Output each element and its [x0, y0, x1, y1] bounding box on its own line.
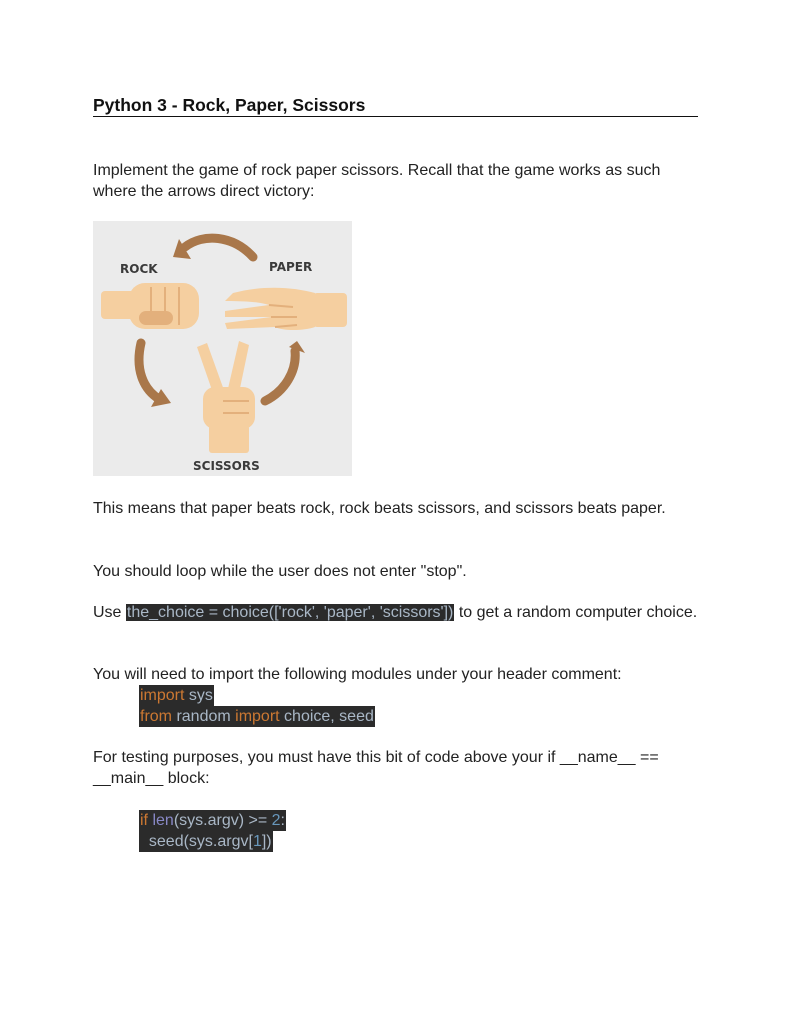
keyword-from: from — [140, 708, 172, 725]
label-paper: PAPER — [269, 260, 313, 274]
choice-code-snippet: the_choice = choice(['rock', 'paper', 'scissors']) — [126, 604, 454, 621]
intro-paragraph: Implement the game of rock paper scissors. Recall that the game works as such where the arrows direct victory: — [93, 162, 661, 200]
explain-paragraph: This means that paper beats rock, rock beats scissors, and scissors beats paper. — [93, 500, 666, 517]
label-rock: ROCK — [120, 262, 158, 276]
use-pre: Use — [93, 604, 126, 621]
builtin-len: len — [152, 812, 174, 829]
keyword-import-2: import — [235, 708, 280, 725]
seed-line-1 — [139, 810, 286, 831]
seed-line-2 — [139, 831, 273, 852]
module-random-text: random — [172, 708, 236, 725]
keyword-import: import — [140, 687, 185, 704]
indent-space — [140, 833, 149, 850]
colon-text: : — [280, 812, 285, 829]
seed-call-text: seed(sys.argv[ — [148, 833, 253, 850]
import-line-2 — [139, 706, 375, 727]
rock-paper-scissors-diagram — [93, 221, 352, 476]
imports-paragraph: You will need to import the following modules under your header comment: — [93, 666, 622, 683]
seed-code-block — [139, 810, 286, 852]
label-scissors: SCISSORS — [193, 459, 260, 473]
import-sys-text: sys — [184, 687, 213, 704]
testing-paragraph: For testing purposes, you must have this bit of code above your if __name__ == __main__ block: — [93, 749, 659, 787]
import-line-1 — [139, 685, 214, 706]
page-title: Python 3 - Rock, Paper, Scissors — [93, 95, 698, 117]
use-post: to get a random computer choice. — [454, 604, 698, 621]
import-names-text: choice, seed — [279, 708, 374, 725]
number-one: 1 — [252, 833, 262, 850]
number-two: 2 — [271, 812, 281, 829]
keyword-if: if — [140, 812, 148, 829]
closing-bracket-text: ]) — [261, 833, 272, 850]
loop-paragraph: You should loop while the user does not enter "stop". — [93, 563, 467, 580]
argv-compare-text: (sys.argv) >= — [173, 812, 272, 829]
use-paragraph — [93, 602, 703, 623]
paper-hand-icon — [225, 288, 347, 330]
import-code-block — [139, 685, 375, 727]
